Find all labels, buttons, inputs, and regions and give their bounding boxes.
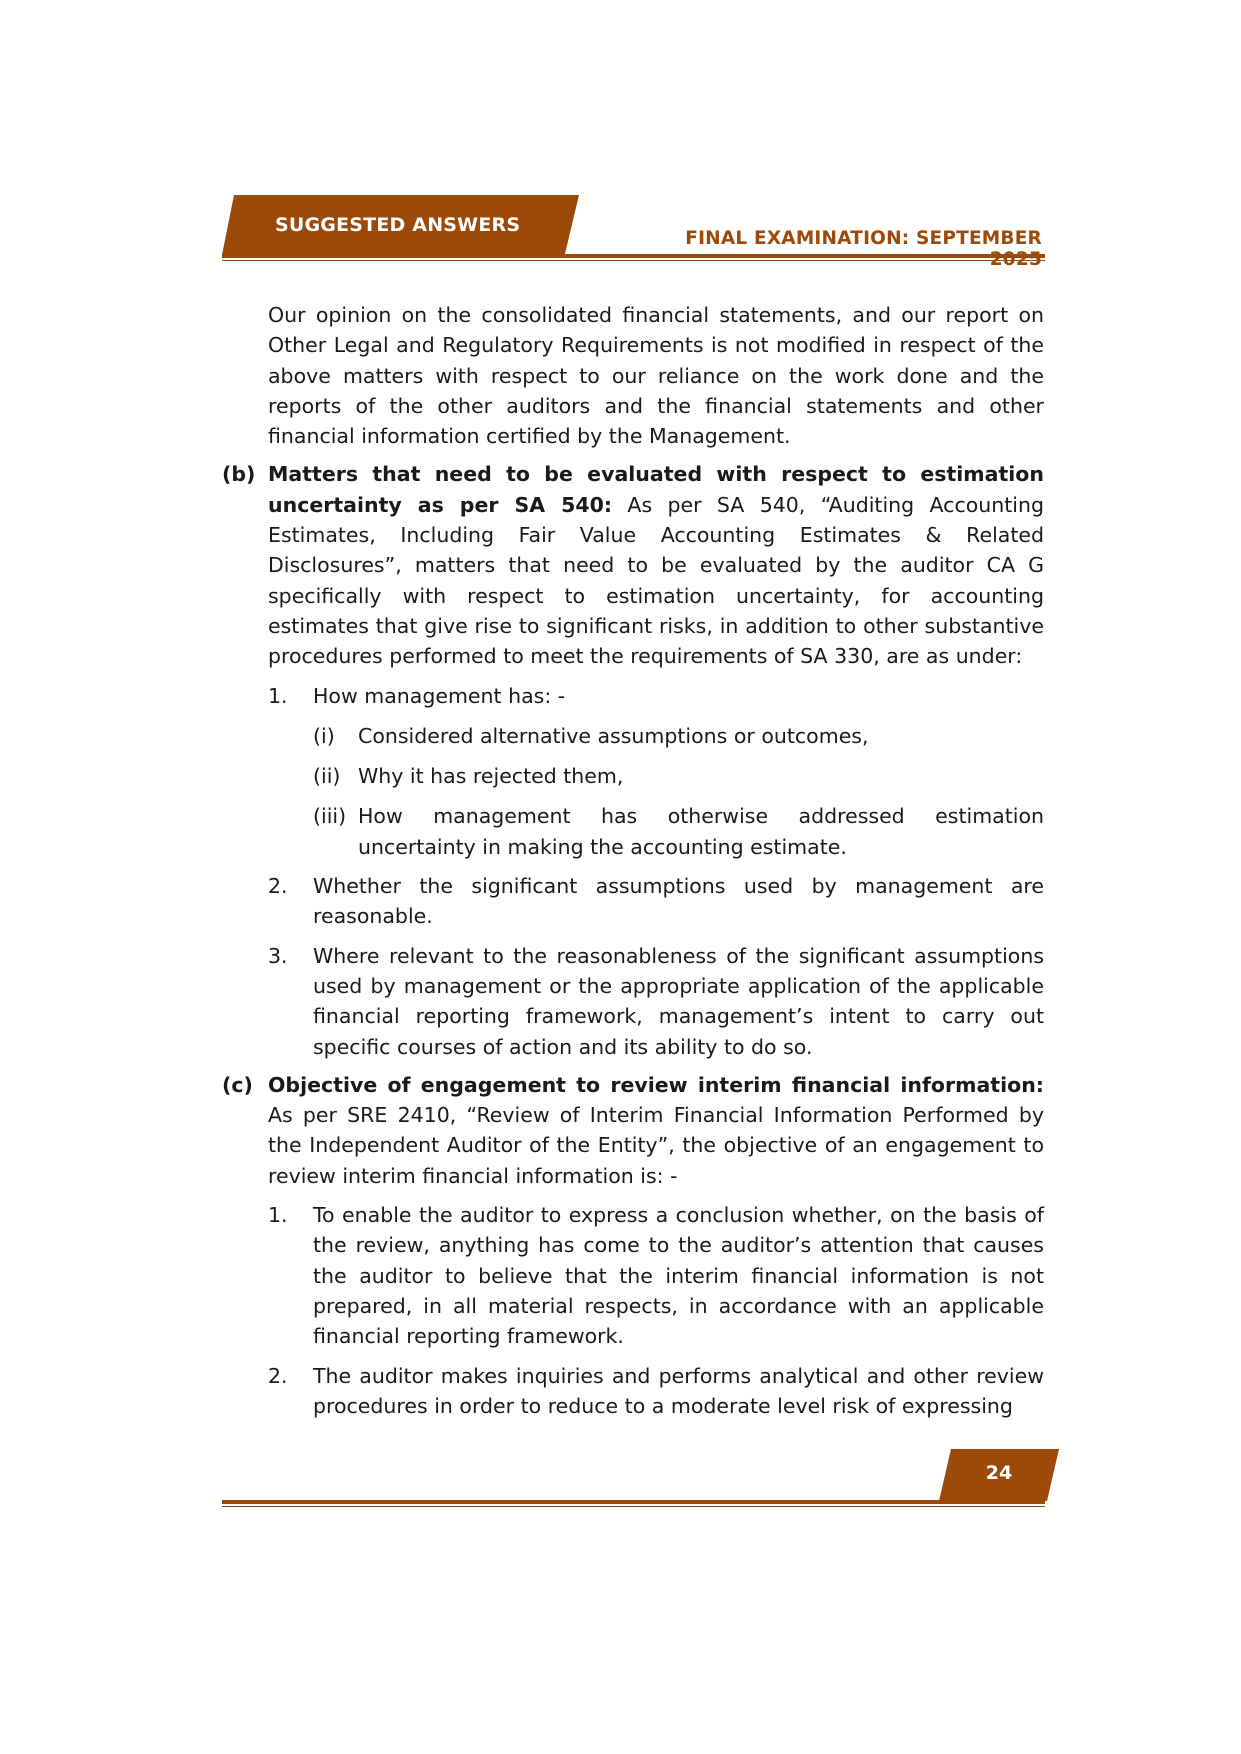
list-item: [222, 941, 1044, 1062]
sub-list-item: [222, 761, 1044, 791]
list-item-number: 3.: [268, 943, 288, 968]
sub-list-item: [222, 801, 1044, 862]
list-item-number: 1.: [268, 683, 288, 708]
list-item-text: The auditor makes inquiries and performs analytical and other review procedures in order to reduce to a moderate level risk of expressing: [313, 1363, 1044, 1418]
section-c: [222, 1070, 1044, 1191]
list-item: [222, 681, 1044, 711]
header-rule-thin: [222, 260, 1045, 261]
intro-paragraph: Our opinion on the consolidated financial statements, and our report on Other Legal and Regulatory Requirements is not modified in respect of the above matters with respect to our reliance on the work done and the reports of the other auditors and the financial statements and other financial information certified by the Management.: [268, 303, 1044, 449]
list-item-text: How management has: -: [313, 683, 566, 708]
sub-list-item-text: How management has otherwise addressed estimation uncertainty in making the accounting estimate.: [358, 804, 1044, 859]
list-item-text: Where relevant to the reasonableness of the significant assumptions used by management or the appropriate application of the applicable financial reporting framework, management’s intent to carry out specific courses of action and its ability to do so.: [313, 943, 1044, 1059]
section-b-marker: (b): [222, 462, 256, 487]
section-c-marker: (c): [222, 1072, 253, 1097]
list-item-text: To enable the auditor to express a conclusion whether, on the basis of the review, anything has come to the auditor’s attention that causes the auditor to believe that the interim financial information is not prepared, in all material respects, in accordance with an applicable financial reporting framework.: [313, 1203, 1044, 1349]
exam-title: FINAL EXAMINATION: SEPTEMBER: [685, 228, 1042, 249]
sub-list-item-text: Considered alternative assumptions or outcomes,: [358, 723, 869, 748]
header-tab-label: SUGGESTED ANSWERS: [275, 214, 521, 236]
header-rule: [222, 254, 1045, 258]
list-item-text: Whether the significant assumptions used by management are reasonable.: [313, 874, 1044, 929]
list-item-number: 2.: [268, 1363, 288, 1388]
footer-rule: [222, 1500, 1045, 1504]
section-c-heading: Objective of engagement to review interim financial information:: [268, 1072, 1044, 1097]
sub-list-item-number: (i): [313, 723, 335, 748]
sub-list-item-number: (ii): [313, 764, 341, 789]
section-b-paragraph: [268, 459, 1044, 671]
page-number: 24: [985, 1462, 1013, 1484]
sub-list-item: [222, 721, 1044, 751]
list-item: [222, 1200, 1044, 1351]
section-b-body: As per SA 540, “Auditing Accounting Estimates, Including Fair Value Accounting Estimates & Related Disclosures”, matters that need to be evaluated by the auditor CA G specifically with respect to estimation uncertainty, for accounting estimates that give rise to significant risks, in addition to other substantive procedures performed to meet the requirements of SA 330, are as under:: [268, 492, 1044, 669]
sub-list-item-text: Why it has rejected them,: [358, 764, 624, 789]
footer-rule-thin: [222, 1506, 1045, 1507]
section-b: [222, 459, 1044, 671]
list-item-number: 2.: [268, 874, 288, 899]
list-item-number: 1.: [268, 1203, 288, 1228]
list-item: [222, 871, 1044, 932]
section-c-paragraph: [268, 1070, 1044, 1191]
section-b-heading: Matters that need to be evaluated with respect to estimation uncertainty as per SA 540:: [268, 462, 1044, 517]
section-c-body: As per SRE 2410, “Review of Interim Financial Information Performed by the Independent Auditor of the Entity”, the objective of an engagement to review interim financial information is: -: [268, 1103, 1044, 1188]
sub-list-item-number: (iii): [313, 804, 347, 829]
page-content: [222, 300, 1044, 1421]
list-item: [222, 1361, 1044, 1422]
